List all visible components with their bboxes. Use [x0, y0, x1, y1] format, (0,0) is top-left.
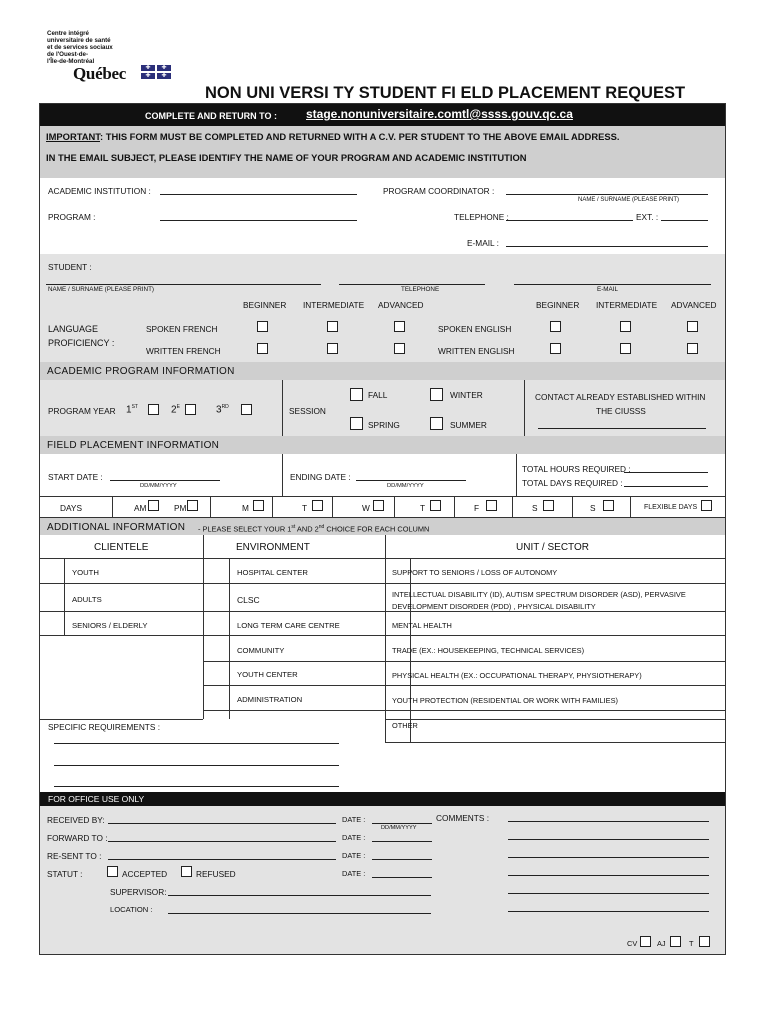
re-sent-to-label: RE-SENT TO : [47, 851, 102, 861]
spoken-french-beginner-checkbox[interactable] [257, 321, 268, 332]
logo-line-5: l'Île-de-Montréal [47, 58, 95, 65]
col-unit-header: UNIT / SECTOR [516, 542, 589, 553]
day-thursday-checkbox[interactable] [430, 500, 441, 511]
unit-support-seniors: SUPPORT TO SENIORS / LOSS OF AUTONOMY [392, 568, 558, 577]
specific-requirements-label: SPECIFIC REQUIREMENTS : [48, 722, 161, 732]
additional-note-sup-2: nd [318, 524, 325, 530]
quebec-flag-icon: ✚ ✚ ✚ ✚ [141, 65, 171, 79]
env-community: COMMUNITY [237, 646, 285, 655]
additional-note-sup-1: st [291, 524, 296, 530]
env-administration: ADMINISTRATION [237, 695, 303, 704]
days-row [40, 496, 725, 517]
contact-ciusss-label: THE CIUSSS [596, 406, 646, 416]
contact-established-field[interactable] [538, 428, 706, 429]
year-3-label: 3 [216, 404, 222, 416]
unit-youth-protection: YOUTH PROTECTION (RESIDENTIAL OR WORK WITH FAMILIES) [392, 696, 618, 705]
comments-line-5[interactable] [508, 893, 709, 894]
env-long-term-care: LONG TERM CARE CENTRE [237, 621, 340, 630]
clientele-youth: YOUTH [72, 568, 99, 577]
coordinator-email-field[interactable] [506, 246, 708, 247]
form-sheet [39, 103, 726, 955]
office-section-header [40, 792, 725, 806]
spoken-french-intermediate-checkbox[interactable] [327, 321, 338, 332]
spoken-english-beginner-checkbox[interactable] [550, 321, 561, 332]
program-year-label: PROGRAM YEAR [48, 406, 116, 416]
additional-table [40, 535, 725, 792]
col-clientele-header: CLIENTELE [94, 542, 149, 553]
unit-trade: TRADE (EX.: HOUSEKEEPING, TECHNICAL SERVICES) [392, 646, 585, 655]
unit-physical-health: PHYSICAL HEALTH (EX.: OCCUPATIONAL THERAPY, PHYSIOTHERAPY) [392, 671, 642, 680]
clientele-youth-rank[interactable] [40, 559, 64, 583]
level-beginner-fr: BEGINNER [243, 300, 287, 310]
accepted-label: ACCEPTED [122, 869, 168, 879]
logo-line-4: de l'Ouest-de- [47, 51, 89, 58]
written-french-label: WRITTEN FRENCH [146, 346, 221, 356]
days-label: DAYS [60, 503, 82, 513]
total-days-field[interactable] [624, 486, 708, 487]
form-title: NON UNI VERSI TY STUDENT FI ELD PLACEMENT REQUEST [205, 84, 686, 102]
fall-checkbox[interactable] [350, 388, 363, 401]
day-wednesday-checkbox[interactable] [373, 500, 384, 511]
year-1-sup: ST [131, 404, 138, 410]
comments-line-2[interactable] [508, 839, 709, 840]
statut-label: STATUT : [47, 869, 83, 879]
winter-checkbox[interactable] [430, 388, 443, 401]
written-english-advanced-checkbox[interactable] [687, 343, 698, 354]
program-coordinator-field[interactable] [506, 194, 708, 195]
refused-checkbox[interactable] [181, 866, 192, 877]
specific-requirements-line-1[interactable] [54, 743, 339, 744]
received-by-field[interactable] [108, 823, 336, 824]
institution-section [40, 178, 725, 254]
field-section-title: FIELD PLACEMENT INFORMATION [47, 440, 220, 451]
aj-checkbox[interactable] [670, 936, 681, 947]
field-section-header [40, 436, 725, 454]
field-dates-section [40, 454, 725, 496]
student-telephone-field[interactable] [339, 284, 485, 285]
level-beginner-en: BEGINNER [536, 300, 580, 310]
spoken-english-label: SPOKEN ENGLISH [438, 324, 512, 334]
student-section [40, 254, 725, 362]
written-english-intermediate-checkbox[interactable] [620, 343, 631, 354]
summer-label: SUMMER [450, 420, 487, 430]
day-pm-checkbox[interactable] [187, 500, 198, 511]
refused-label: REFUSED [196, 869, 236, 879]
written-french-advanced-checkbox[interactable] [394, 343, 405, 354]
day-sunday-label: S [590, 503, 596, 513]
location-label: LOCATION : [110, 905, 153, 914]
forward-to-label: FORWARD TO : [47, 833, 108, 843]
year-3-sup: RD [221, 404, 229, 410]
forward-date-field[interactable] [372, 841, 432, 842]
clientele-seniors: SENIORS / ELDERLY [72, 621, 148, 630]
t-label: T [689, 939, 694, 948]
start-date-field[interactable] [110, 480, 220, 481]
important-notice [40, 126, 725, 178]
re-sent-date-label: DATE : [342, 851, 366, 860]
ext-label: EXT. : [636, 212, 659, 222]
year-1-label: 1 [126, 404, 132, 416]
spring-checkbox[interactable] [350, 417, 363, 430]
spoken-english-intermediate-checkbox[interactable] [620, 321, 631, 332]
day-monday-label: M [242, 503, 249, 513]
ending-date-field[interactable] [356, 480, 466, 481]
coordinator-email-label: E-MAIL : [467, 238, 499, 248]
student-name-caption: NAME / SURNAME (PLEASE PRINT) [48, 286, 155, 293]
comments-line-1[interactable] [508, 821, 709, 822]
spoken-french-advanced-checkbox[interactable] [394, 321, 405, 332]
session-label: SESSION [289, 406, 326, 416]
return-banner [40, 104, 725, 126]
env-hospital-center: HOSPITAL CENTER [237, 568, 308, 577]
student-label: STUDENT : [48, 262, 92, 272]
additional-note-1: - PLEASE SELECT YOUR 1 [198, 524, 292, 534]
received-date-field[interactable] [372, 823, 432, 824]
level-advanced-en: ADVANCED [671, 300, 717, 310]
email-subject-note: IN THE EMAIL SUBJECT, PLEASE IDENTIFY THE NAME OF YOUR PROGRAM AND ACADEMIC INSTITUTION [46, 152, 527, 163]
day-friday-label: F [474, 503, 480, 513]
important-prefix: IMPORTANT [46, 131, 100, 142]
statut-date-field[interactable] [372, 877, 432, 878]
clientele-adults: ADULTS [72, 595, 102, 604]
day-saturday-checkbox[interactable] [543, 500, 554, 511]
day-sunday-checkbox[interactable] [603, 500, 614, 511]
logo-line-1: Centre intégré [47, 30, 89, 37]
year-2-label: 2 [171, 404, 177, 416]
forward-date-label: DATE : [342, 833, 366, 842]
ciusss-logo [47, 30, 197, 82]
telephone-field[interactable] [506, 220, 633, 221]
day-wednesday-label: W [362, 503, 370, 513]
day-friday-checkbox[interactable] [486, 500, 497, 511]
year-2-sup: E [176, 404, 180, 410]
day-tuesday-label: T [302, 503, 308, 513]
ending-date-label: ENDING DATE : [290, 472, 351, 482]
complete-return-label: COMPLETE AND RETURN TO : [145, 111, 277, 121]
written-english-beginner-checkbox[interactable] [550, 343, 561, 354]
unit-intellectual-disability-1: INTELLECTUAL DISABILITY (ID), AUTISM SPECTRUM DISORDER (ASD), PERVASIVE [392, 590, 686, 599]
written-french-beginner-checkbox[interactable] [257, 343, 268, 354]
written-french-intermediate-checkbox[interactable] [327, 343, 338, 354]
spoken-french-label: SPOKEN FRENCH [146, 324, 218, 334]
total-hours-label: TOTAL HOURS REQUIRED : [522, 464, 631, 474]
day-am-label: AM [134, 503, 147, 513]
spoken-english-advanced-checkbox[interactable] [687, 321, 698, 332]
logo-line-2: universitaire de santé [47, 37, 111, 44]
program-coordinator-label: PROGRAM COORDINATOR : [383, 186, 495, 196]
accepted-checkbox[interactable] [107, 866, 118, 877]
office-date-format: DD/MM/YYYY [381, 825, 417, 831]
language-label: LANGUAGE [48, 324, 99, 334]
return-email-link[interactable]: stage.nonuniversitaire.comtl@ssss.gouv.qc.ca [306, 107, 573, 121]
important-text: : THIS FORM MUST BE COMPLETED AND RETURNED WITH A C.V. PER STUDENT TO THE ABOVE EMAIL ADDRESS. [100, 131, 620, 142]
specific-requirements-line-3[interactable] [54, 786, 339, 787]
total-hours-field[interactable] [624, 472, 708, 473]
proficiency-label: PROFICIENCY : [48, 338, 115, 348]
coordinator-name-caption: NAME / SURNAME (PLEASE PRINT) [578, 197, 680, 203]
academic-section-header [40, 362, 725, 380]
unit-other: OTHER [392, 721, 418, 730]
program-field[interactable] [160, 220, 357, 221]
supervisor-field[interactable] [168, 895, 431, 896]
re-sent-to-field[interactable] [108, 859, 336, 860]
received-date-label: DATE : [342, 815, 366, 824]
student-email-field[interactable] [514, 284, 711, 285]
unit-intellectual-disability-2: DEVELOPMENT DISORDER (PDD) , PHYSICAL DISABILITY [392, 602, 596, 611]
cv-label: CV [627, 939, 638, 948]
program-label: PROGRAM : [48, 212, 96, 222]
contact-established-label: CONTACT ALREADY ESTABLISHED WITHIN [535, 392, 706, 402]
academic-institution-field[interactable] [160, 194, 357, 195]
additional-note-3: CHOICE FOR EACH COLUMN [324, 524, 430, 534]
level-intermediate-en: INTERMEDIATE [596, 300, 658, 310]
comments-label: COMMENTS : [436, 813, 490, 823]
t-checkbox[interactable] [699, 936, 710, 947]
academic-section-title: ACADEMIC PROGRAM INFORMATION [47, 366, 235, 377]
flexible-days-label: FLEXIBLE DAYS [644, 504, 698, 511]
year-1-checkbox[interactable] [148, 404, 159, 415]
logo-line-3: et de services sociaux [47, 44, 113, 51]
day-pm-label: PM [174, 503, 187, 513]
specific-requirements-line-2[interactable] [54, 765, 339, 766]
year-2-checkbox[interactable] [185, 404, 196, 415]
comments-line-3[interactable] [508, 857, 709, 858]
year-3-checkbox[interactable] [241, 404, 252, 415]
day-monday-checkbox[interactable] [253, 500, 264, 511]
clientele-seniors-rank[interactable] [40, 612, 64, 635]
supervisor-label: SUPERVISOR: [110, 887, 167, 897]
col-environment-header: ENVIRONMENT [236, 542, 310, 553]
ending-date-format: DD/MM/YYYY [387, 483, 424, 489]
ext-field[interactable] [661, 220, 708, 221]
day-tuesday-checkbox[interactable] [312, 500, 323, 511]
comments-line-6[interactable] [508, 911, 709, 912]
academic-section [40, 380, 725, 436]
re-sent-date-field[interactable] [372, 859, 432, 860]
forward-to-field[interactable] [108, 841, 336, 842]
location-field[interactable] [168, 913, 431, 914]
statut-date-label: DATE : [342, 869, 366, 878]
office-section [40, 806, 725, 954]
start-date-format: DD/MM/YYYY [140, 483, 177, 489]
student-name-field[interactable] [46, 284, 321, 285]
additional-note-2: AND 2 [295, 524, 319, 534]
day-thursday-label: T [420, 503, 426, 513]
academic-institution-label: ACADEMIC INSTITUTION : [48, 186, 151, 196]
winter-label: WINTER [450, 390, 483, 400]
level-advanced-fr: ADVANCED [378, 300, 424, 310]
written-english-label: WRITTEN ENGLISH [438, 346, 515, 356]
office-section-title: FOR OFFICE USE ONLY [48, 794, 145, 804]
day-saturday-label: S [532, 503, 538, 513]
quebec-wordmark: Québec [73, 64, 126, 83]
total-days-label: TOTAL DAYS REQUIRED : [522, 478, 623, 488]
unit-mental-health: MENTAL HEALTH [392, 621, 452, 630]
start-date-label: START DATE : [48, 472, 103, 482]
fall-label: FALL [368, 390, 388, 400]
clientele-adults-rank[interactable] [40, 584, 64, 611]
student-email-caption: E-MAIL [597, 286, 618, 293]
student-telephone-caption: TELEPHONE [401, 286, 440, 293]
summer-checkbox[interactable] [430, 417, 443, 430]
cv-checkbox[interactable] [640, 936, 651, 947]
spring-label: SPRING [368, 420, 400, 430]
env-youth-center: YOUTH CENTER [237, 670, 298, 679]
received-by-label: RECEIVED BY: [47, 815, 105, 825]
flexible-days-checkbox[interactable] [701, 500, 712, 511]
env-clsc: CLSC [237, 595, 260, 605]
additional-section-header [40, 517, 725, 535]
additional-section-title: ADDITIONAL INFORMATION [47, 522, 186, 533]
level-intermediate-fr: INTERMEDIATE [303, 300, 365, 310]
aj-label: AJ [657, 939, 666, 948]
day-am-checkbox[interactable] [148, 500, 159, 511]
telephone-label: TELEPHONE : [454, 212, 509, 222]
comments-line-4[interactable] [508, 875, 709, 876]
